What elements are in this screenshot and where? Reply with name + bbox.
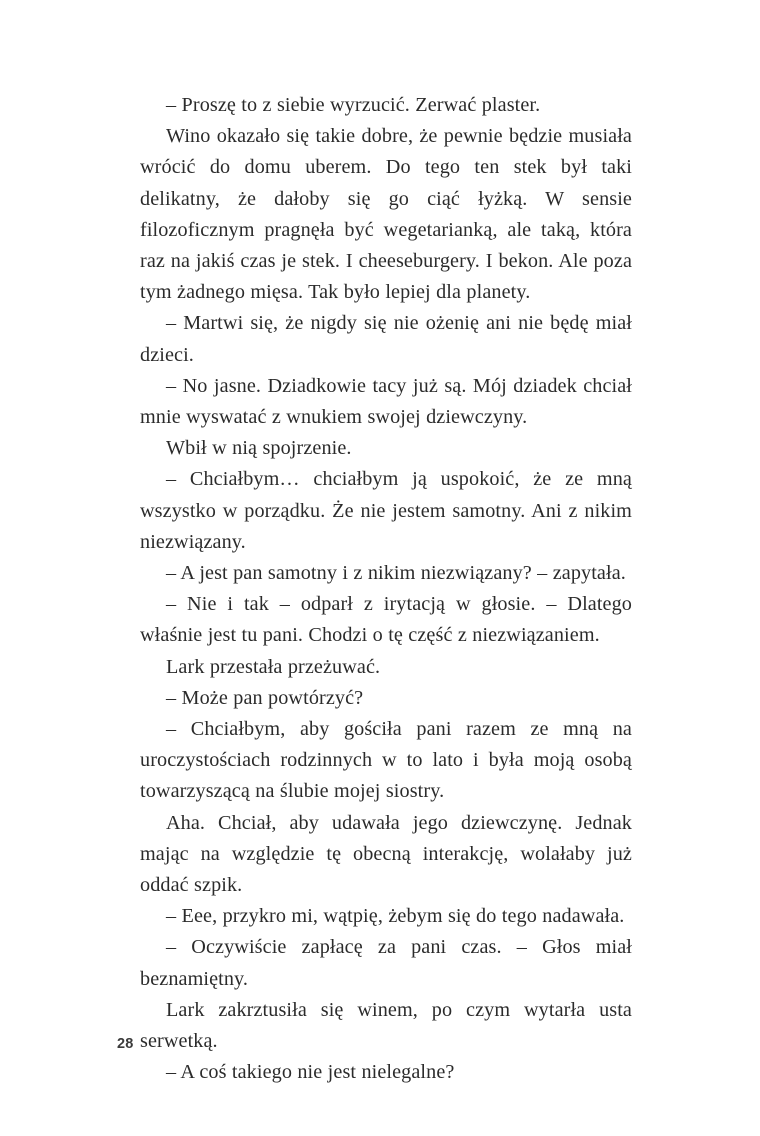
paragraph: Aha. Chciał, aby udawała jego dziewczynę. Jednak mając na względzie tę obecną interakcję, wolałaby już oddać szpik. xyxy=(140,811,632,897)
paragraph: Lark zakrztusiła się winem, po czym wytarła usta serwetką. xyxy=(140,998,632,1053)
paragraph: – Nie i tak – odparł z irytacją w głosie. – Dlatego właśnie jest tu pani. Chodzi o tę część z niezwiązaniem. xyxy=(140,593,632,647)
page-text-block xyxy=(140,90,632,1089)
page-number: 28 xyxy=(117,1036,134,1052)
paragraph: – Chciałbym… chciałbym ją uspokoić, że ze mną wszystko w porządku. Że nie jestem samotny. Ani z nikim niezwiązany. xyxy=(140,468,632,553)
paragraph: – Oczywiście zapłacę za pani czas. – Głos miał beznamiętny. xyxy=(140,936,632,990)
paragraph: Wbił w nią spojrzenie. xyxy=(166,437,352,460)
paragraph: Lark przestała przeżuwać. xyxy=(166,655,381,678)
paragraph: – Eee, przykro mi, wątpię, żebym się do tego nadawała. xyxy=(166,905,625,928)
paragraph: – A jest pan samotny i z nikim niezwiązany? – zapytała. xyxy=(166,562,626,585)
paragraph: – Może pan powtórzyć? xyxy=(166,686,364,709)
paragraph: – A coś takiego nie jest nielegalne? xyxy=(166,1061,455,1084)
paragraph: – Martwi się, że nigdy się nie ożenię ani nie będę miał dzieci. xyxy=(140,312,632,366)
paragraph: – No jasne. Dziadkowie tacy już są. Mój dziadek chciał mnie wyswatać z wnukiem swojej dziewczyny. xyxy=(140,374,632,429)
paragraph: Wino okazało się takie dobre, że pewnie będzie musiała wrócić do domu uberem. Do tego ten stek był taki delikatny, że dałoby się go ciąć łyżką. W sensie filozoficznym pragnęła być wegetarianką, ale taką, która raz na jakiś czas je stek. I cheeseburgery. I bekon. Ale poza tym żadnego mięsa. Tak było lepiej dla planety. xyxy=(140,125,632,304)
paragraph: – Chciałbym, aby gościła pani razem ze mną na uroczystościach rodzinnych w to lato i była moją osobą towarzyszącą na ślubie mojej siostry. xyxy=(140,718,632,803)
paragraph: – Proszę to z siebie wyrzucić. Zerwać plaster. xyxy=(166,94,541,116)
